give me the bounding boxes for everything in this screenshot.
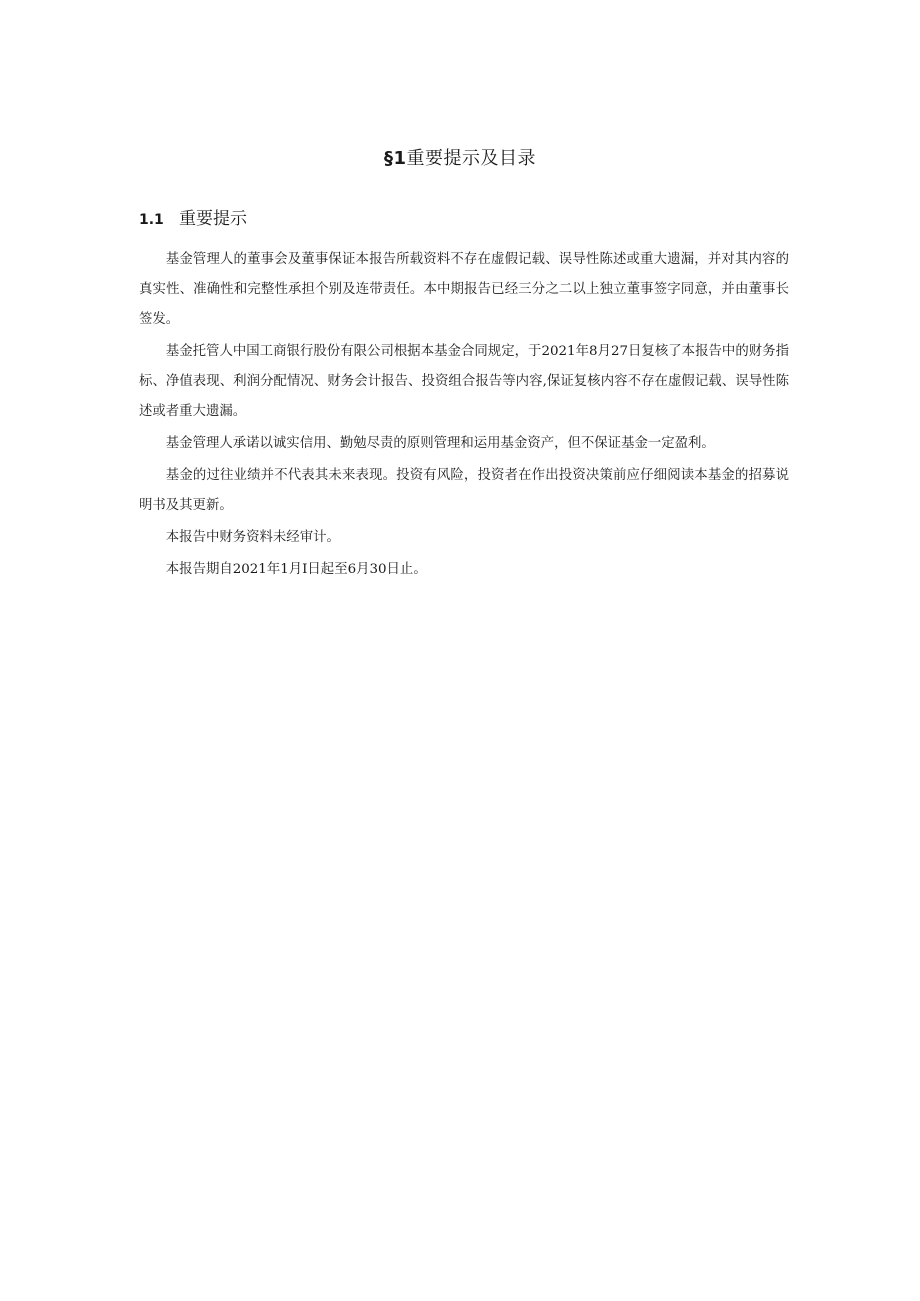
paragraph-board-guarantee: 基金管理人的董事会及董事保证本报告所载资料不存在虚假记载、误导性陈述或重大遗漏，并对其内容的真实性、准确性和完整性承担个别及连带责任。本中期报告已经三分之二以上独立董事签字同意，并由董事长签发。 — [139, 252, 789, 327]
paragraph-report-period: 本报告期自2021年1月I日起至6月30日止。 — [165, 562, 427, 577]
subsection-title: 重要提示 — [179, 209, 247, 229]
paragraph-audit-status: 本报告中财务资料未经审计。 — [165, 530, 340, 545]
section-number: §1 — [383, 148, 407, 169]
paragraph-manager-commitment: 基金管理人承诺以诚实信用、勤勉尽责的原则管理和运用基金资产，但不保证基金一定盈利。 — [165, 436, 715, 451]
section-title: 重要提示及目录 — [406, 148, 537, 169]
paragraph-custodian-review: 基金托管人中国工商银行股份有限公司根据本基金合同规定，于2021年8月27日复核了本报告中的财务指标、净值表现、利润分配情况、财务会计报告、投资组合报告等内容,保证复核内容不存在虚假记载、误导性陈述或者重大遗漏。 — [139, 344, 789, 419]
notice-body — [139, 245, 789, 587]
paragraph-risk-warning: 基金的过往业绩并不代表其未来表现。投资有风险，投资者在作出投资决策前应仔细阅读本基金的招募说明书及其更新。 — [139, 468, 789, 513]
section-heading — [0, 146, 920, 172]
subsection-number: 1.1 — [139, 212, 164, 228]
subsection-heading — [139, 207, 247, 232]
